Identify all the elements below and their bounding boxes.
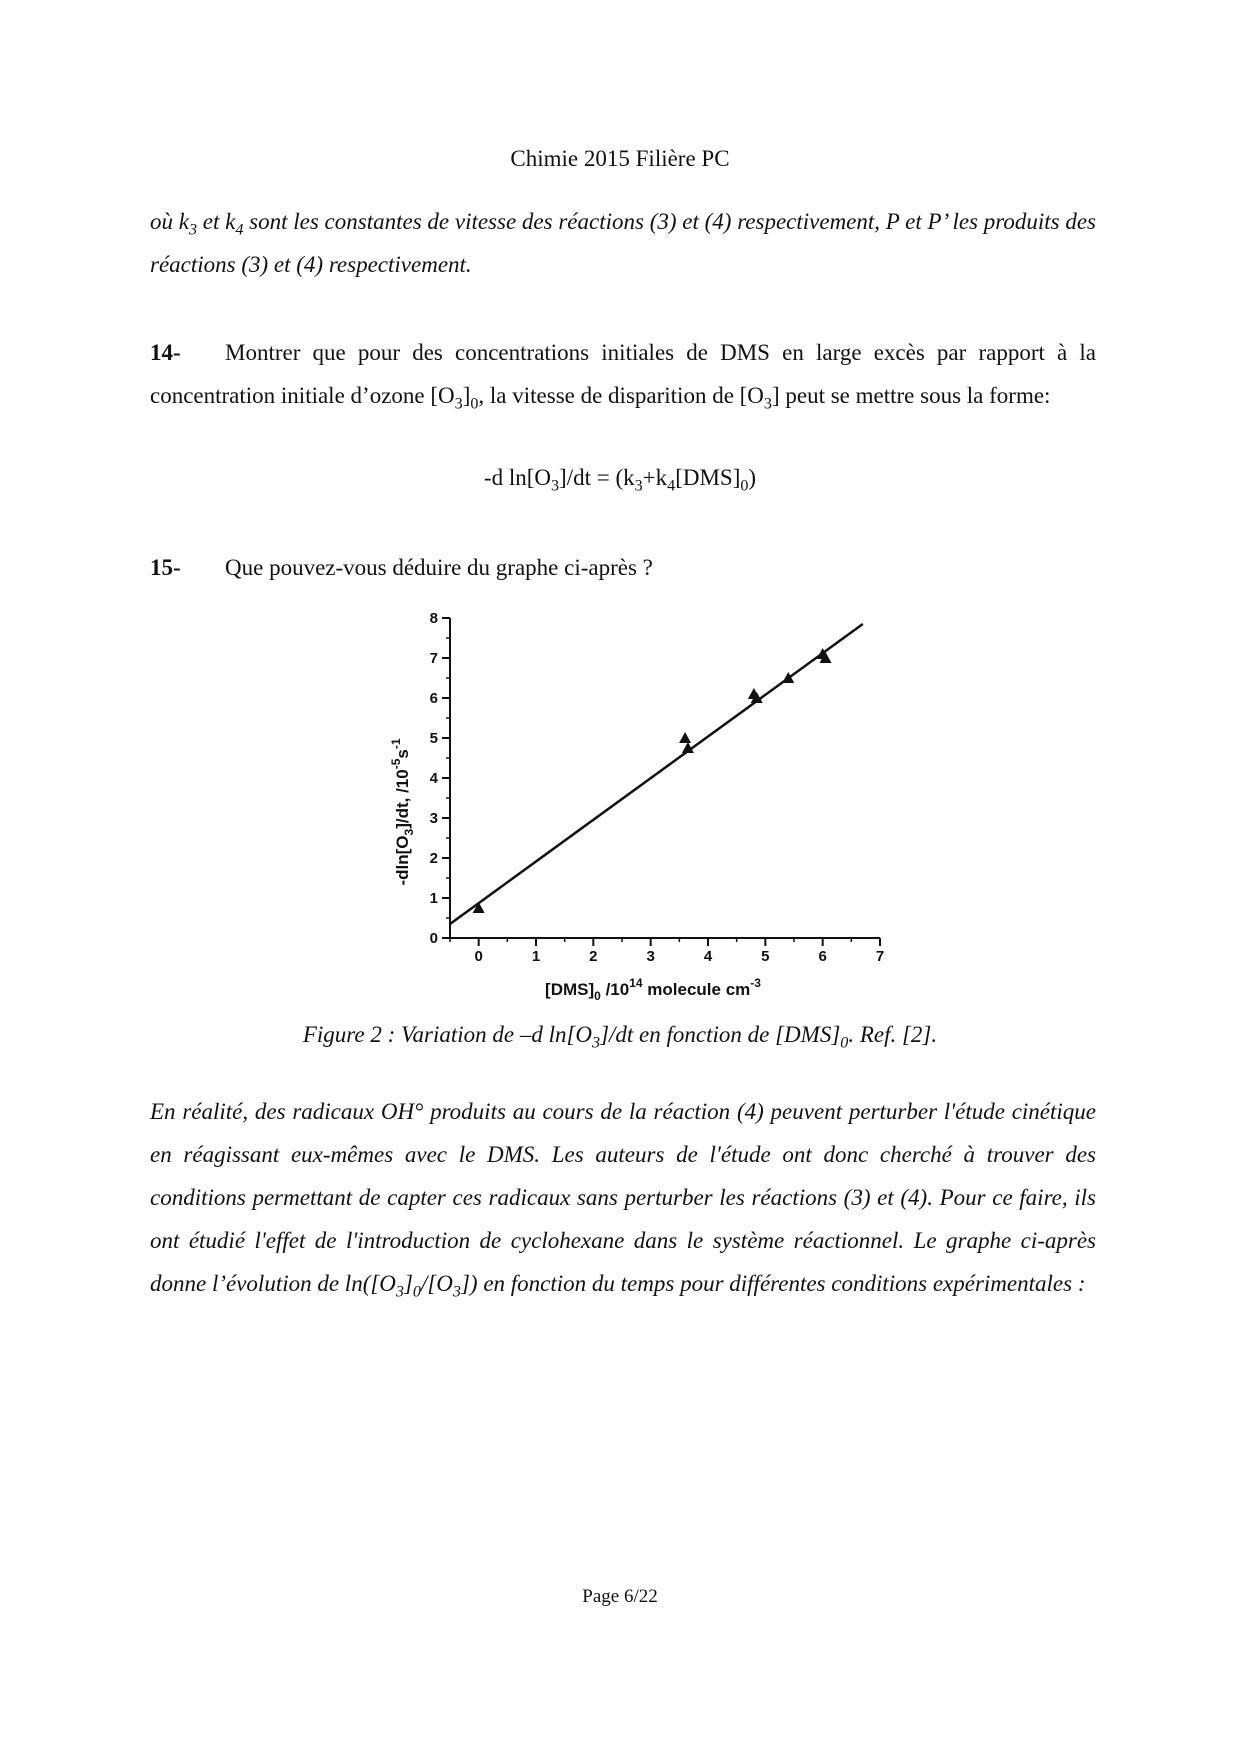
x-tick-label: 4 [703,948,713,965]
x-tick-label: 1 [531,948,541,965]
x-tick-label: 3 [646,948,655,965]
figure-caption: Figure 2 : Variation de –d $\ln[O_3]/dt$ en fonction de $[DMS]_0$. Ref. [2]. [302,1022,938,1052]
fit-line [450,624,863,924]
x-tick-label: 6 [818,948,827,965]
y-tick-label: 7 [429,650,438,667]
x-tick-label: 5 [761,948,770,965]
question-number: 14- [150,340,181,365]
page-header: Chimie 2015 Filière PC [510,146,730,171]
intro-paragraph: où $k_3$ et $k_4$ sont les constantes de vitesse des réactions (3) et (4) respectivement, P et P’ les produits des réactions (3) et (4) respectivement. [150,209,1096,277]
paragraph-2: En réalité, des radicaux OH° produits au cours de la réaction (4) peuvent perturber l'étude cinétique en réagissant eux-mêmes avec le DMS. Les auteurs de l'étude ont donc cherché à trouver des conditions permettant de capter ces radicaux sans perturber les réactions (3) et (4). Pour ce faire, ils ont étudié l'effet de l'introduction de cyclohexane dans le système réactionnel. Le graphe ci-après donne l’évolution de $\ln([O_3]_0/[O_3])$ en fonction du temps pour différentes conditions expérimentales : [150,1099,1096,1301]
y-tick-label: 5 [429,730,438,747]
y-tick-label: 0 [429,930,438,947]
rate-equation: -d $\ln[O_3]/dt = (k_3+k_4[DMS]_0)$ [483,465,757,495]
y-tick-label: 3 [429,810,438,827]
question-15: 15- Que pouvez-vous déduire du graphe ci-après ? [150,546,1096,589]
y-tick-label: 8 [429,610,438,627]
y-tick-label: 4 [429,770,438,787]
y-tick-label: 6 [429,690,438,707]
x-tick-label: 0 [474,948,483,965]
question-14: 14- Montrer que pour des concentrations initiales de DMS en large excès par rapport à la concentration initiale d’ozone $[O_3]_0$, la vitesse de disparition de $[O_3]$ peut se mettre sous la forme: [150,331,1096,417]
x-tick-label: 2 [589,948,598,965]
y-tick-label: 2 [429,850,438,867]
page-number: Page 6/22 [582,1586,658,1607]
y-axis-label: $-dln[O_3]/dt$, $/10^{-5}s^{-1}$ [389,738,416,886]
x-axis-label: $[DMS]_0$ $/10^{14}$ molecule $cm^{-3}$ [545,976,761,1003]
data-point [679,732,691,743]
question-number: 15- [150,555,181,580]
x-tick-label: 7 [875,948,885,965]
figure-2-chart [380,600,900,1010]
y-tick-label: 1 [429,890,438,907]
